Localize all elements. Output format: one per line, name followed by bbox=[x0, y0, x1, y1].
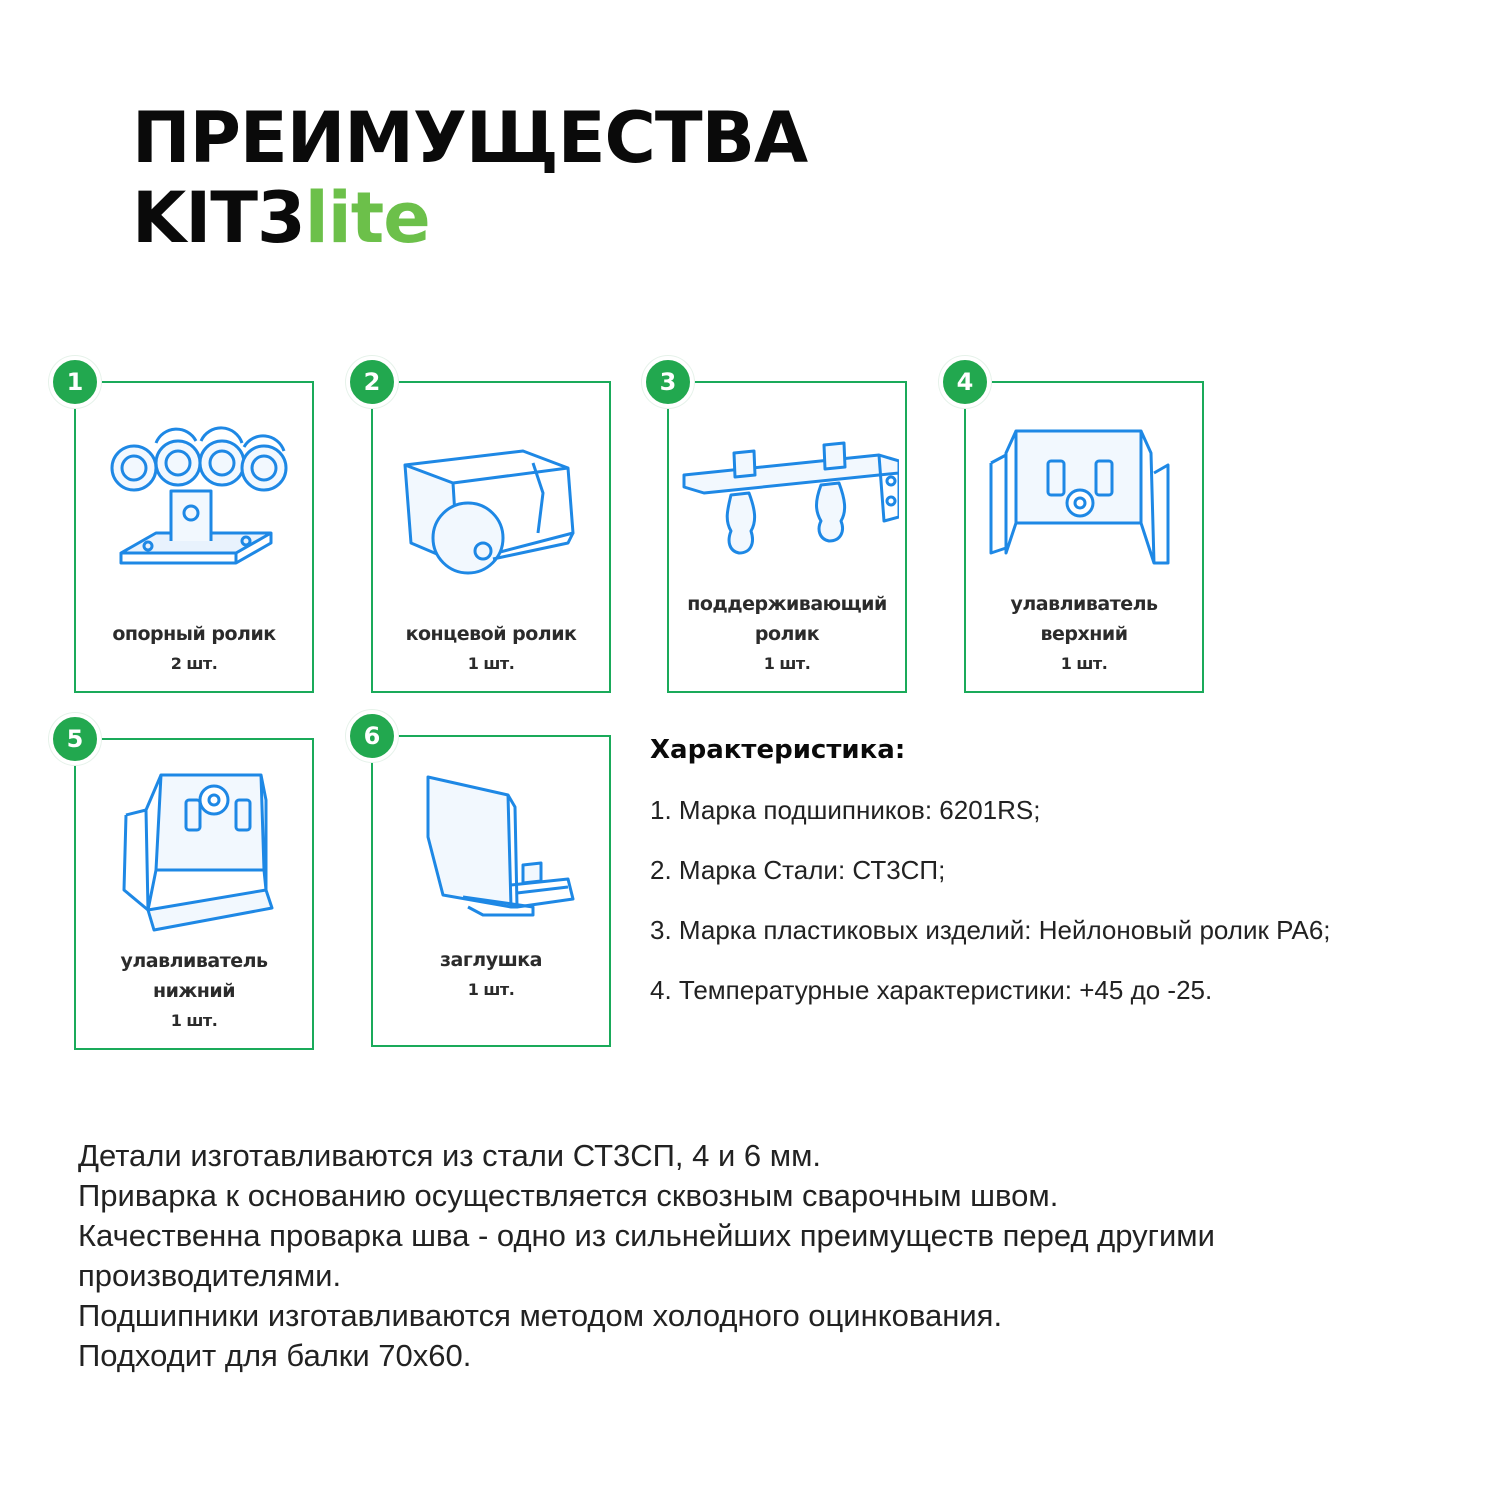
description-line: Приварка к основанию осуществляется сквозным сварочным швом. bbox=[78, 1178, 1059, 1213]
number-badge: 2 bbox=[346, 356, 398, 408]
brand-main: KIT3 bbox=[132, 177, 305, 259]
number-badge: 1 bbox=[49, 356, 101, 408]
spec-item: 4. Температурные характеристики: +45 до -25. bbox=[650, 975, 1213, 1005]
component-label: опорный ролик 2 шт. bbox=[112, 623, 276, 673]
end-roller-icon bbox=[383, 413, 603, 593]
description-block bbox=[78, 1136, 1458, 1376]
spec-item: 1. Марка подшипников: 6201RS; bbox=[650, 795, 1041, 825]
description-line: Подходит для балки 70х60. bbox=[78, 1338, 472, 1373]
component-card-5 bbox=[66, 725, 314, 1050]
brand-accent: lite bbox=[304, 177, 430, 259]
component-label: улавливатель верхний 1 шт. bbox=[1010, 593, 1158, 673]
page-title: ПРЕИМУЩЕСТВА bbox=[132, 97, 808, 179]
upper-catcher-icon bbox=[976, 413, 1196, 593]
description-line: Детали изготавливаются из стали СТ3СП, 4 и 6 мм. bbox=[78, 1138, 822, 1173]
spec-item: 3. Марка пластиковых изделий: Нейлоновый ролик PA6; bbox=[650, 915, 1331, 945]
component-card-3 bbox=[659, 368, 907, 693]
number-badge: 6 bbox=[346, 710, 398, 762]
component-card-2 bbox=[363, 368, 611, 693]
number-badge: 5 bbox=[49, 713, 101, 765]
description-line: производителями. bbox=[78, 1258, 342, 1293]
description-line: Качественна проварка шва - одно из сильнейших преимуществ перед другими bbox=[78, 1218, 1215, 1253]
number-badge: 3 bbox=[642, 356, 694, 408]
component-label: поддерживающий ролик 1 шт. bbox=[687, 593, 887, 673]
support-roller-icon bbox=[86, 413, 306, 593]
component-card-4 bbox=[956, 368, 1204, 693]
spec-item: 2. Марка Стали: СТ3СП; bbox=[650, 855, 946, 885]
end-cap-icon bbox=[383, 767, 603, 947]
number-badge: 4 bbox=[939, 356, 991, 408]
component-label: заглушка 1 шт. bbox=[440, 949, 542, 999]
component-card-1 bbox=[66, 368, 314, 693]
description-line: Подшипники изготавливаются методом холодного оцинкования. bbox=[78, 1298, 1003, 1333]
supporting-roller-icon bbox=[679, 413, 899, 593]
component-card-6 bbox=[363, 722, 611, 1047]
specs-section bbox=[650, 730, 1490, 1030]
lower-catcher-icon bbox=[86, 770, 306, 950]
specs-heading: Характеристика: bbox=[650, 735, 906, 765]
brand-logo bbox=[132, 177, 430, 259]
component-label: улавливатель нижний 1 шт. bbox=[120, 950, 268, 1030]
component-label: концевой ролик 1 шт. bbox=[405, 623, 577, 673]
